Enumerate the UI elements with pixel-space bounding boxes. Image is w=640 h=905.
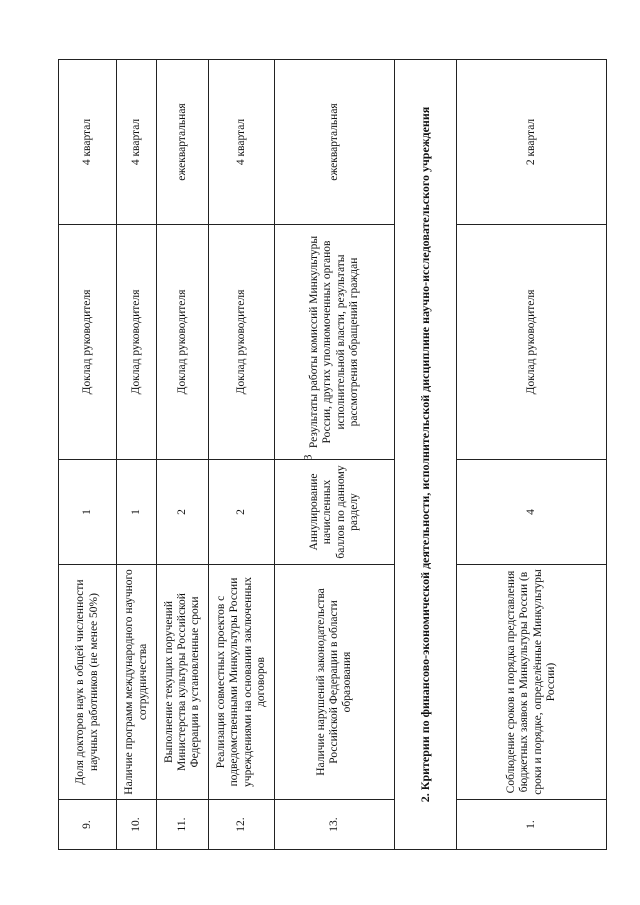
row-number: 12. xyxy=(209,800,275,850)
period-cell: 4 квартал xyxy=(117,60,157,225)
score-cell: 1 xyxy=(117,460,157,565)
period-cell: ежеквартальная xyxy=(275,60,395,225)
criterion-cell: Реализация совместных проектов с подведомственными Минкультуры России учреждениями на основании заключенных договоров xyxy=(209,565,275,800)
table-row xyxy=(457,60,607,850)
table-row xyxy=(157,60,209,850)
table-row xyxy=(275,60,395,850)
source-cell: Доклад руководителя xyxy=(209,225,275,460)
score-cell: Аннулирование начисленных баллов по данному разделу xyxy=(275,460,395,565)
document-table-area xyxy=(58,60,610,850)
row-number: 11. xyxy=(157,800,209,850)
section-heading-row xyxy=(395,60,457,850)
row-number: 1. xyxy=(457,800,607,850)
section-heading: 2. Критерии по финансово-экономической деятельности, исполнительской дисциплине научно-исследовательского учреждения xyxy=(395,60,457,850)
period-cell: 2 квартал xyxy=(457,60,607,225)
criterion-cell: Выполнение текущих поручений Министерства культуры Российской Федерации в установленные сроки xyxy=(157,565,209,800)
source-cell: Доклад руководителя xyxy=(457,225,607,460)
criteria-table xyxy=(58,59,607,850)
table-row xyxy=(117,60,157,850)
source-cell: Результаты работы комиссий Минкультуры России, других уполномоченных органов исполнительной власти, результаты рассмотрения обращений граждан xyxy=(275,225,395,460)
score-cell: 2 xyxy=(209,460,275,565)
period-cell: 4 квартал xyxy=(59,60,117,225)
row-number: 13. xyxy=(275,800,395,850)
criterion-cell: Соблюдение сроков и порядка представления бюджетных заявок в Минкультуры России (в сроки и порядке, определённые Минкультуры России) xyxy=(457,565,607,800)
criterion-cell: Доля докторов наук в общей численности научных работников (не менее 50%) xyxy=(59,565,117,800)
table-row xyxy=(59,60,117,850)
table-row xyxy=(209,60,275,850)
score-cell: 4 xyxy=(457,460,607,565)
score-cell: 1 xyxy=(59,460,117,565)
row-number: 9. xyxy=(59,800,117,850)
source-cell: Доклад руководителя xyxy=(59,225,117,460)
period-cell: ежеквартальная xyxy=(157,60,209,225)
score-cell: 2 xyxy=(157,460,209,565)
criterion-cell: Наличие нарушений законодательства Российской Федерации в области образования xyxy=(275,565,395,800)
source-cell: Доклад руководителя xyxy=(117,225,157,460)
row-number: 10. xyxy=(117,800,157,850)
criterion-cell: Наличие программ международного научного сотрудничества xyxy=(117,565,157,800)
rotated-table-wrapper xyxy=(58,60,610,850)
page-number: 3 xyxy=(300,454,315,461)
source-cell: Доклад руководителя xyxy=(157,225,209,460)
period-cell: 4 квартал xyxy=(209,60,275,225)
